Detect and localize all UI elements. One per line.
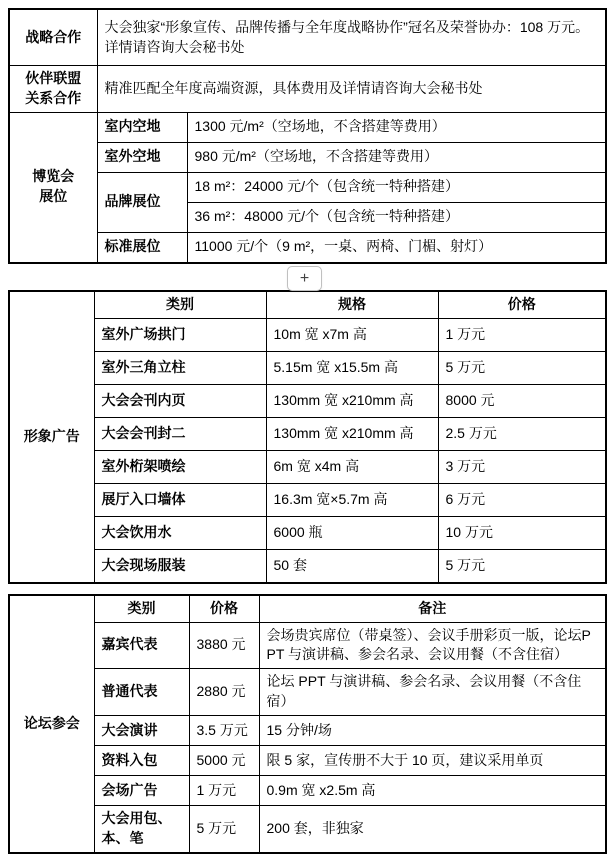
ad-spec: 6000 瓶 bbox=[266, 516, 438, 549]
partner-content-cell: 精准匹配全年度高端资源，具体费用及详情请咨询大会秘书处 bbox=[97, 66, 606, 113]
table-row bbox=[9, 746, 606, 776]
ad-header-category: 类别 bbox=[94, 291, 266, 318]
ad-category: 大会现场服装 bbox=[94, 549, 266, 583]
forum-remark: 0.9m 宽 x2.5m 高 bbox=[259, 776, 606, 806]
forum-category: 会场广告 bbox=[94, 776, 189, 806]
forum-category: 资料入包 bbox=[94, 746, 189, 776]
forum-price: 5000 元 bbox=[189, 746, 259, 776]
strategic-content-cell: 大会独家“形象宣传、品牌传播与全年度战略协作”冠名及荣誉协办：108 万元。详情请咨询大会秘书处 bbox=[97, 9, 606, 66]
plus-icon: + bbox=[299, 269, 310, 287]
expo-category-standard: 标准展位 bbox=[97, 232, 187, 263]
table-row bbox=[9, 417, 606, 450]
ad-price: 8000 元 bbox=[438, 384, 606, 417]
ad-spec: 10m 宽 x7m 高 bbox=[266, 318, 438, 351]
table-row bbox=[9, 66, 606, 113]
ad-spec: 50 套 bbox=[266, 549, 438, 583]
row-label-expo-line2: 展位 bbox=[39, 188, 68, 205]
forum-category: 嘉宾代表 bbox=[94, 622, 189, 669]
image-ad-pricing-table bbox=[8, 290, 607, 584]
row-label-partner-line2: 关系合作 bbox=[25, 89, 82, 106]
table-row bbox=[9, 483, 606, 516]
table-row bbox=[9, 669, 606, 716]
expo-category-indoor: 室内空地 bbox=[97, 112, 187, 142]
row-label-expo-booth bbox=[9, 112, 97, 263]
row-label-forum: 论坛参会 bbox=[9, 595, 94, 853]
ad-price: 5 万元 bbox=[438, 351, 606, 384]
table-row bbox=[9, 450, 606, 483]
table-row bbox=[9, 142, 606, 172]
forum-header-price: 价格 bbox=[189, 595, 259, 622]
ad-spec: 16.3m 宽×5.7m 高 bbox=[266, 483, 438, 516]
table-row bbox=[9, 516, 606, 549]
forum-header-remark: 备注 bbox=[259, 595, 606, 622]
table-header-row bbox=[9, 595, 606, 622]
table-row bbox=[9, 9, 606, 66]
ad-price: 3 万元 bbox=[438, 450, 606, 483]
ad-category: 大会会刊封二 bbox=[94, 417, 266, 450]
ad-spec: 6m 宽 x4m 高 bbox=[266, 450, 438, 483]
table-row bbox=[9, 806, 606, 853]
table-row bbox=[9, 318, 606, 351]
forum-price: 5 万元 bbox=[189, 806, 259, 853]
forum-header-category: 类别 bbox=[94, 595, 189, 622]
row-label-partner-line1: 伙伴联盟 bbox=[25, 70, 82, 86]
row-label-image-ad: 形象广告 bbox=[9, 291, 94, 583]
ad-price: 1 万元 bbox=[438, 318, 606, 351]
ad-price: 10 万元 bbox=[438, 516, 606, 549]
forum-remark: 会场贵宾席位（带桌签）、会议手册彩页一版，论坛PPT 与演讲稿、参会名录、会议用餐（不含住宿） bbox=[259, 622, 606, 669]
forum-category: 普通代表 bbox=[94, 669, 189, 716]
table-row bbox=[9, 384, 606, 417]
sponsorship-pricing-table bbox=[8, 8, 607, 264]
forum-price: 3880 元 bbox=[189, 622, 259, 669]
table-row bbox=[9, 232, 606, 263]
forum-remark: 限 5 家，宣传册不大于 10 页，建议采用单页 bbox=[259, 746, 606, 776]
table-row bbox=[9, 622, 606, 669]
ad-category: 展厅入口墙体 bbox=[94, 483, 266, 516]
insert-table-button[interactable] bbox=[287, 266, 322, 291]
forum-price: 1 万元 bbox=[189, 776, 259, 806]
table-row bbox=[9, 776, 606, 806]
table-row bbox=[9, 112, 606, 142]
ad-category: 大会饮用水 bbox=[94, 516, 266, 549]
row-label-partner bbox=[9, 66, 97, 113]
table-header-row bbox=[9, 291, 606, 318]
forum-price: 2880 元 bbox=[189, 669, 259, 716]
ad-category: 室外桁架喷绘 bbox=[94, 450, 266, 483]
expo-price-outdoor: 980 元/m²（空场地，不含搭建等费用） bbox=[187, 142, 606, 172]
table-row bbox=[9, 351, 606, 384]
ad-price: 5 万元 bbox=[438, 549, 606, 583]
ad-spec: 130mm 宽 x210mm 高 bbox=[266, 384, 438, 417]
forum-category: 大会演讲 bbox=[94, 716, 189, 746]
table-row bbox=[9, 716, 606, 746]
row-label-expo-line1: 博览会 bbox=[32, 168, 75, 185]
expo-category-outdoor: 室外空地 bbox=[97, 142, 187, 172]
ad-spec: 130mm 宽 x210mm 高 bbox=[266, 417, 438, 450]
forum-remark: 论坛 PPT 与演讲稿、参会名录、会议用餐（不含住宿） bbox=[259, 669, 606, 716]
expo-price-brand-18: 18 m²：24000 元/个（包含统一特种搭建） bbox=[187, 172, 606, 202]
ad-category: 室外三角立柱 bbox=[94, 351, 266, 384]
forum-price: 3.5 万元 bbox=[189, 716, 259, 746]
forum-remark: 15 分钟/场 bbox=[259, 716, 606, 746]
expo-price-standard: 11000 元/个（9 m²，一桌、两椅、门楣、射灯） bbox=[187, 232, 606, 263]
row-label-strategic: 战略合作 bbox=[9, 9, 97, 66]
forum-participation-pricing-table bbox=[8, 594, 607, 854]
expo-price-brand-36: 36 m²：48000 元/个（包含统一特种搭建） bbox=[187, 202, 606, 232]
forum-category: 大会用包、本、笔 bbox=[94, 806, 189, 853]
table-row bbox=[9, 549, 606, 583]
expo-price-indoor: 1300 元/m²（空场地，不含搭建等费用） bbox=[187, 112, 606, 142]
ad-category: 室外广场拱门 bbox=[94, 318, 266, 351]
ad-category: 大会会刊内页 bbox=[94, 384, 266, 417]
ad-price: 2.5 万元 bbox=[438, 417, 606, 450]
table-row bbox=[9, 172, 606, 202]
ad-price: 6 万元 bbox=[438, 483, 606, 516]
ad-header-spec: 规格 bbox=[266, 291, 438, 318]
document-page bbox=[8, 8, 605, 854]
expo-category-brand: 品牌展位 bbox=[97, 172, 187, 232]
ad-header-price: 价格 bbox=[438, 291, 606, 318]
ad-spec: 5.15m 宽 x15.5m 高 bbox=[266, 351, 438, 384]
forum-remark: 200 套，非独家 bbox=[259, 806, 606, 853]
